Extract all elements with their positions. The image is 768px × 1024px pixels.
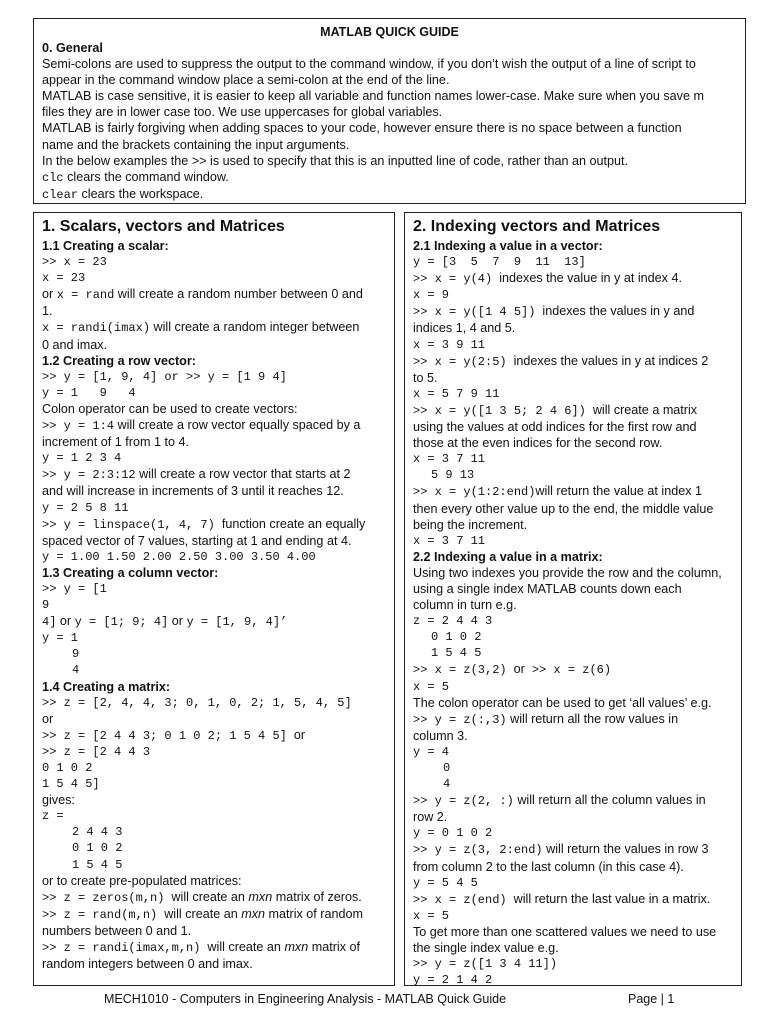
text-line: using a single index MATLAB counts down each	[413, 581, 682, 596]
code-line: x = 3 9 11	[413, 337, 486, 352]
code-span: >> x = y(2:5)	[413, 354, 507, 369]
general-line: MATLAB is case sensitive, it is easier to keep all variable and function names lower-case. Make sure when you save m	[42, 89, 704, 104]
text-span: will create a random number between 0 and	[114, 287, 363, 302]
code-line: 1 5 4 5]	[42, 777, 100, 792]
text-span: will create a row vector equally spaced by a	[114, 418, 361, 433]
code-line: y = 1	[42, 631, 79, 646]
text-span: will create an	[200, 940, 285, 955]
code-span: y = [1, 9, 4]’	[186, 615, 288, 630]
text-line: To get more than one scattered values we need to use	[413, 924, 717, 939]
text-line	[413, 711, 741, 728]
code-line: >> x = 23	[42, 255, 107, 270]
code-line: y = 2 1 4 2	[413, 973, 493, 988]
text-line	[42, 417, 394, 434]
code-line: >> z = [2 4 4 3	[42, 744, 151, 759]
general-line	[42, 186, 745, 203]
text-span: mxn	[248, 889, 273, 904]
text-span: will return the last value in a matrix.	[506, 891, 711, 906]
text-line	[413, 270, 741, 287]
scalars-vectors-matrices-section	[33, 212, 395, 986]
code-span: >> z = randi(imax,m,n)	[42, 941, 201, 956]
text-line: the single index value e.g.	[413, 941, 559, 956]
text-span: will return the values in row 3	[542, 842, 709, 857]
text-line: those at the even indices for the second row.	[413, 436, 663, 451]
code-line: 4	[443, 777, 451, 792]
text-line	[42, 889, 394, 906]
text-span: or	[506, 662, 532, 677]
subheading: 1.3 Creating a column vector:	[42, 565, 219, 580]
text-line: spaced vector of 7 values, starting at 1 and ending at 4.	[42, 533, 352, 548]
subheading: 2.1 Indexing a value in a vector:	[413, 239, 603, 253]
text-span: or	[168, 614, 187, 629]
text-line	[42, 286, 394, 303]
page-number: Page | 1	[628, 992, 675, 1006]
text-line	[413, 402, 741, 419]
code-span: >> x = z(end)	[413, 892, 507, 907]
general-line: appear in the command window place a semi-colon at the end of the line.	[42, 73, 450, 88]
text-span: matrix of zeros.	[272, 889, 362, 904]
code-line: x = 5 7 9 11	[413, 386, 500, 401]
code-line: y = 5 4 5	[413, 875, 478, 890]
code-span: >> z = [2 4 4 3; 0 1 0 2; 1 5 4 5]	[42, 728, 287, 743]
clc-code: clc	[42, 170, 64, 185]
text-line: using the values at odd indices for the first row and	[413, 420, 697, 435]
text-line	[413, 792, 741, 809]
code-line: 4	[72, 663, 80, 678]
document-title: MATLAB QUICK GUIDE	[320, 25, 459, 39]
code-line: x = 5	[413, 679, 450, 694]
text-line: Colon operator can be used to create vectors:	[42, 401, 298, 416]
code-span: >> x = z(3,2)	[413, 663, 507, 678]
code-line: 2 4 4 3	[72, 825, 123, 840]
text-line: from column 2 to the last column (in this case 4).	[413, 859, 684, 874]
text-span: mxn	[284, 940, 309, 955]
code-line: 0	[443, 761, 451, 775]
code-line: y = 2 5 8 11	[42, 500, 129, 515]
text-span: or	[42, 287, 57, 302]
text-line	[42, 613, 394, 630]
text-span: will create a row vector that starts at 2	[135, 467, 351, 482]
code-span: x = rand	[56, 288, 115, 303]
text-line: row 2.	[413, 810, 448, 825]
code-span: >> y = 2:3:12	[42, 468, 136, 483]
text-span: or	[286, 727, 306, 742]
text-span: will create an	[164, 889, 249, 904]
code-line: 9	[72, 647, 80, 662]
text-line: random integers between 0 and imax.	[42, 957, 253, 972]
text-span: matrix of	[308, 940, 361, 955]
code-span: >> y = z(3, 2:end)	[413, 843, 543, 858]
code-span: >> y = z(2, :)	[413, 794, 514, 809]
general-line: Semi-colons are used to suppress the output to the command window, if you don’t wish the output of a line of script to	[42, 57, 696, 72]
clear-text: clears the workspace.	[78, 186, 204, 201]
general-line: files they are in lower case too. We use uppercases for global variables.	[42, 105, 443, 120]
subheading: 1.2 Creating a row vector:	[42, 353, 196, 368]
code-span: x = randi(imax)	[42, 321, 151, 336]
text-line	[413, 891, 741, 908]
general-line: name and the brackets containing the input arguments.	[42, 137, 350, 152]
text-line: or to create pre-populated matrices:	[42, 873, 242, 888]
text-line	[42, 516, 394, 533]
text-span: will return the value at index 1	[535, 484, 703, 499]
code-span: y = [1; 9; 4]	[74, 615, 169, 630]
code-line: x = 3 7 11	[413, 533, 486, 548]
code-line: y = 0 1 0 2	[413, 826, 493, 841]
text-line: 1.	[42, 304, 53, 319]
text-line: 0 and imax.	[42, 337, 108, 352]
text-line	[42, 906, 394, 923]
text-line	[42, 319, 394, 336]
general-line: In the below examples the >> is used to specify that this is an inputted line of code, rather than an output.	[42, 153, 628, 168]
code-line: y = 1.00 1.50 2.00 2.50 3.00 3.50 4.00	[42, 549, 316, 564]
text-span: indexes the values in y and	[535, 304, 695, 319]
text-line: numbers between 0 and 1.	[42, 923, 192, 938]
text-span: will return all the row values in	[506, 711, 679, 726]
text-span: function create an equally	[214, 516, 366, 531]
text-line	[413, 483, 741, 500]
code-line: x = 9	[413, 288, 450, 303]
general-line: MATLAB is fairly forgiving when adding spaces to your code, however ensure there is no space between a function	[42, 121, 682, 136]
text-line: and will increase in increments of 3 until it reaches 12.	[42, 484, 344, 499]
code-line: 0 1 0 2	[431, 630, 482, 645]
text-line	[42, 466, 394, 483]
code-line: 0 1 0 2	[72, 841, 123, 856]
code-span: >> x = z(6)	[531, 663, 612, 678]
text-span: matrix of random	[265, 906, 363, 921]
code-span: >> y = 1:4	[42, 419, 115, 434]
text-span: will create a matrix	[585, 402, 698, 417]
text-line	[413, 303, 741, 320]
code-line: z =	[42, 809, 64, 824]
code-span: >> y = z(:,3)	[413, 712, 507, 727]
code-span: >> y = linspace(1, 4, 7)	[42, 517, 215, 532]
text-line: being the increment.	[413, 517, 528, 532]
code-span: >> x = y(4)	[413, 272, 493, 287]
text-span: will create an	[157, 906, 242, 921]
text-line	[42, 939, 394, 956]
code-line: z = 2 4 4 3	[413, 614, 493, 629]
code-line: y = 4	[413, 744, 450, 759]
code-span: >> z = rand(m,n)	[42, 907, 158, 922]
code-line: y = 1 2 3 4	[42, 451, 122, 466]
code-line: >> y = [1, 9, 4] or >> y = [1 9 4]	[42, 369, 287, 384]
text-span: or	[56, 614, 75, 629]
code-line: x = 3 7 11	[413, 452, 486, 467]
clear-code: clear	[42, 187, 79, 202]
text-line: Using two indexes you provide the row and the column,	[413, 565, 722, 580]
text-line: The colon operator can be used to get ‘all values’ e.g.	[413, 695, 712, 710]
text-line: or	[42, 711, 54, 726]
code-line: y = [3 5 7 9 11 13]	[413, 255, 586, 270]
code-span: >> x = y([1 3 5; 2 4 6])	[413, 403, 586, 418]
section-title: 2. Indexing vectors and Matrices	[413, 218, 661, 235]
code-span: >> x = y([1 4 5])	[413, 305, 536, 320]
code-span: >> z = zeros(m,n)	[42, 890, 165, 905]
text-line: column in turn e.g.	[413, 598, 517, 613]
code-span: 4]	[42, 615, 57, 630]
text-line: then every other value up to the end, the middle value	[413, 501, 714, 516]
code-line: 5 9 13	[431, 468, 475, 483]
code-line: 0 1 0 2	[42, 761, 93, 775]
text-line: indices 1, 4 and 5.	[413, 321, 516, 336]
section-title: 1. Scalars, vectors and Matrices	[42, 218, 285, 235]
subheading: 2.2 Indexing a value in a matrix:	[413, 549, 603, 564]
code-line: x = 23	[42, 271, 86, 286]
text-span: indexes the value in y at index 4.	[492, 271, 682, 286]
text-span: mxn	[241, 906, 266, 921]
indexing-section	[404, 212, 742, 986]
clc-text: clears the command window.	[63, 169, 229, 184]
code-line: x = 5	[413, 908, 450, 923]
text-line: to 5.	[413, 370, 438, 385]
text-line: column 3.	[413, 728, 468, 743]
footer-text: MECH1010 - Computers in Engineering Analysis - MATLAB Quick Guide	[104, 992, 507, 1006]
code-span: >> x = y(1:2:end)	[413, 485, 536, 500]
general-heading: 0. General	[42, 41, 103, 55]
code-line: 9	[42, 598, 50, 613]
text-span: will create a random integer between	[150, 320, 360, 335]
code-line: 1 5 4 5	[431, 646, 482, 661]
text-line	[413, 841, 741, 858]
code-line: y = 1 9 4	[42, 385, 136, 400]
code-line: >> y = z([1 3 4 11])	[413, 957, 558, 972]
code-line: >> z = [2, 4, 4, 3; 0, 1, 0, 2; 1, 5, 4, 5]	[42, 695, 352, 710]
subheading: 1.4 Creating a matrix:	[42, 679, 171, 694]
text-span: indexes the values in y at indices 2	[506, 353, 709, 368]
general-section	[33, 18, 746, 204]
text-line	[413, 661, 741, 678]
text-line	[42, 727, 394, 744]
code-line: 1 5 4 5	[72, 857, 123, 872]
general-line	[42, 169, 745, 186]
subheading: 1.1 Creating a scalar:	[42, 239, 169, 253]
code-line: >> y = [1	[42, 581, 107, 596]
text-span: will return all the column values in	[513, 793, 706, 808]
text-line: increment of 1 from 1 to 4.	[42, 435, 189, 450]
text-line: gives:	[42, 793, 75, 808]
text-line	[413, 353, 741, 370]
